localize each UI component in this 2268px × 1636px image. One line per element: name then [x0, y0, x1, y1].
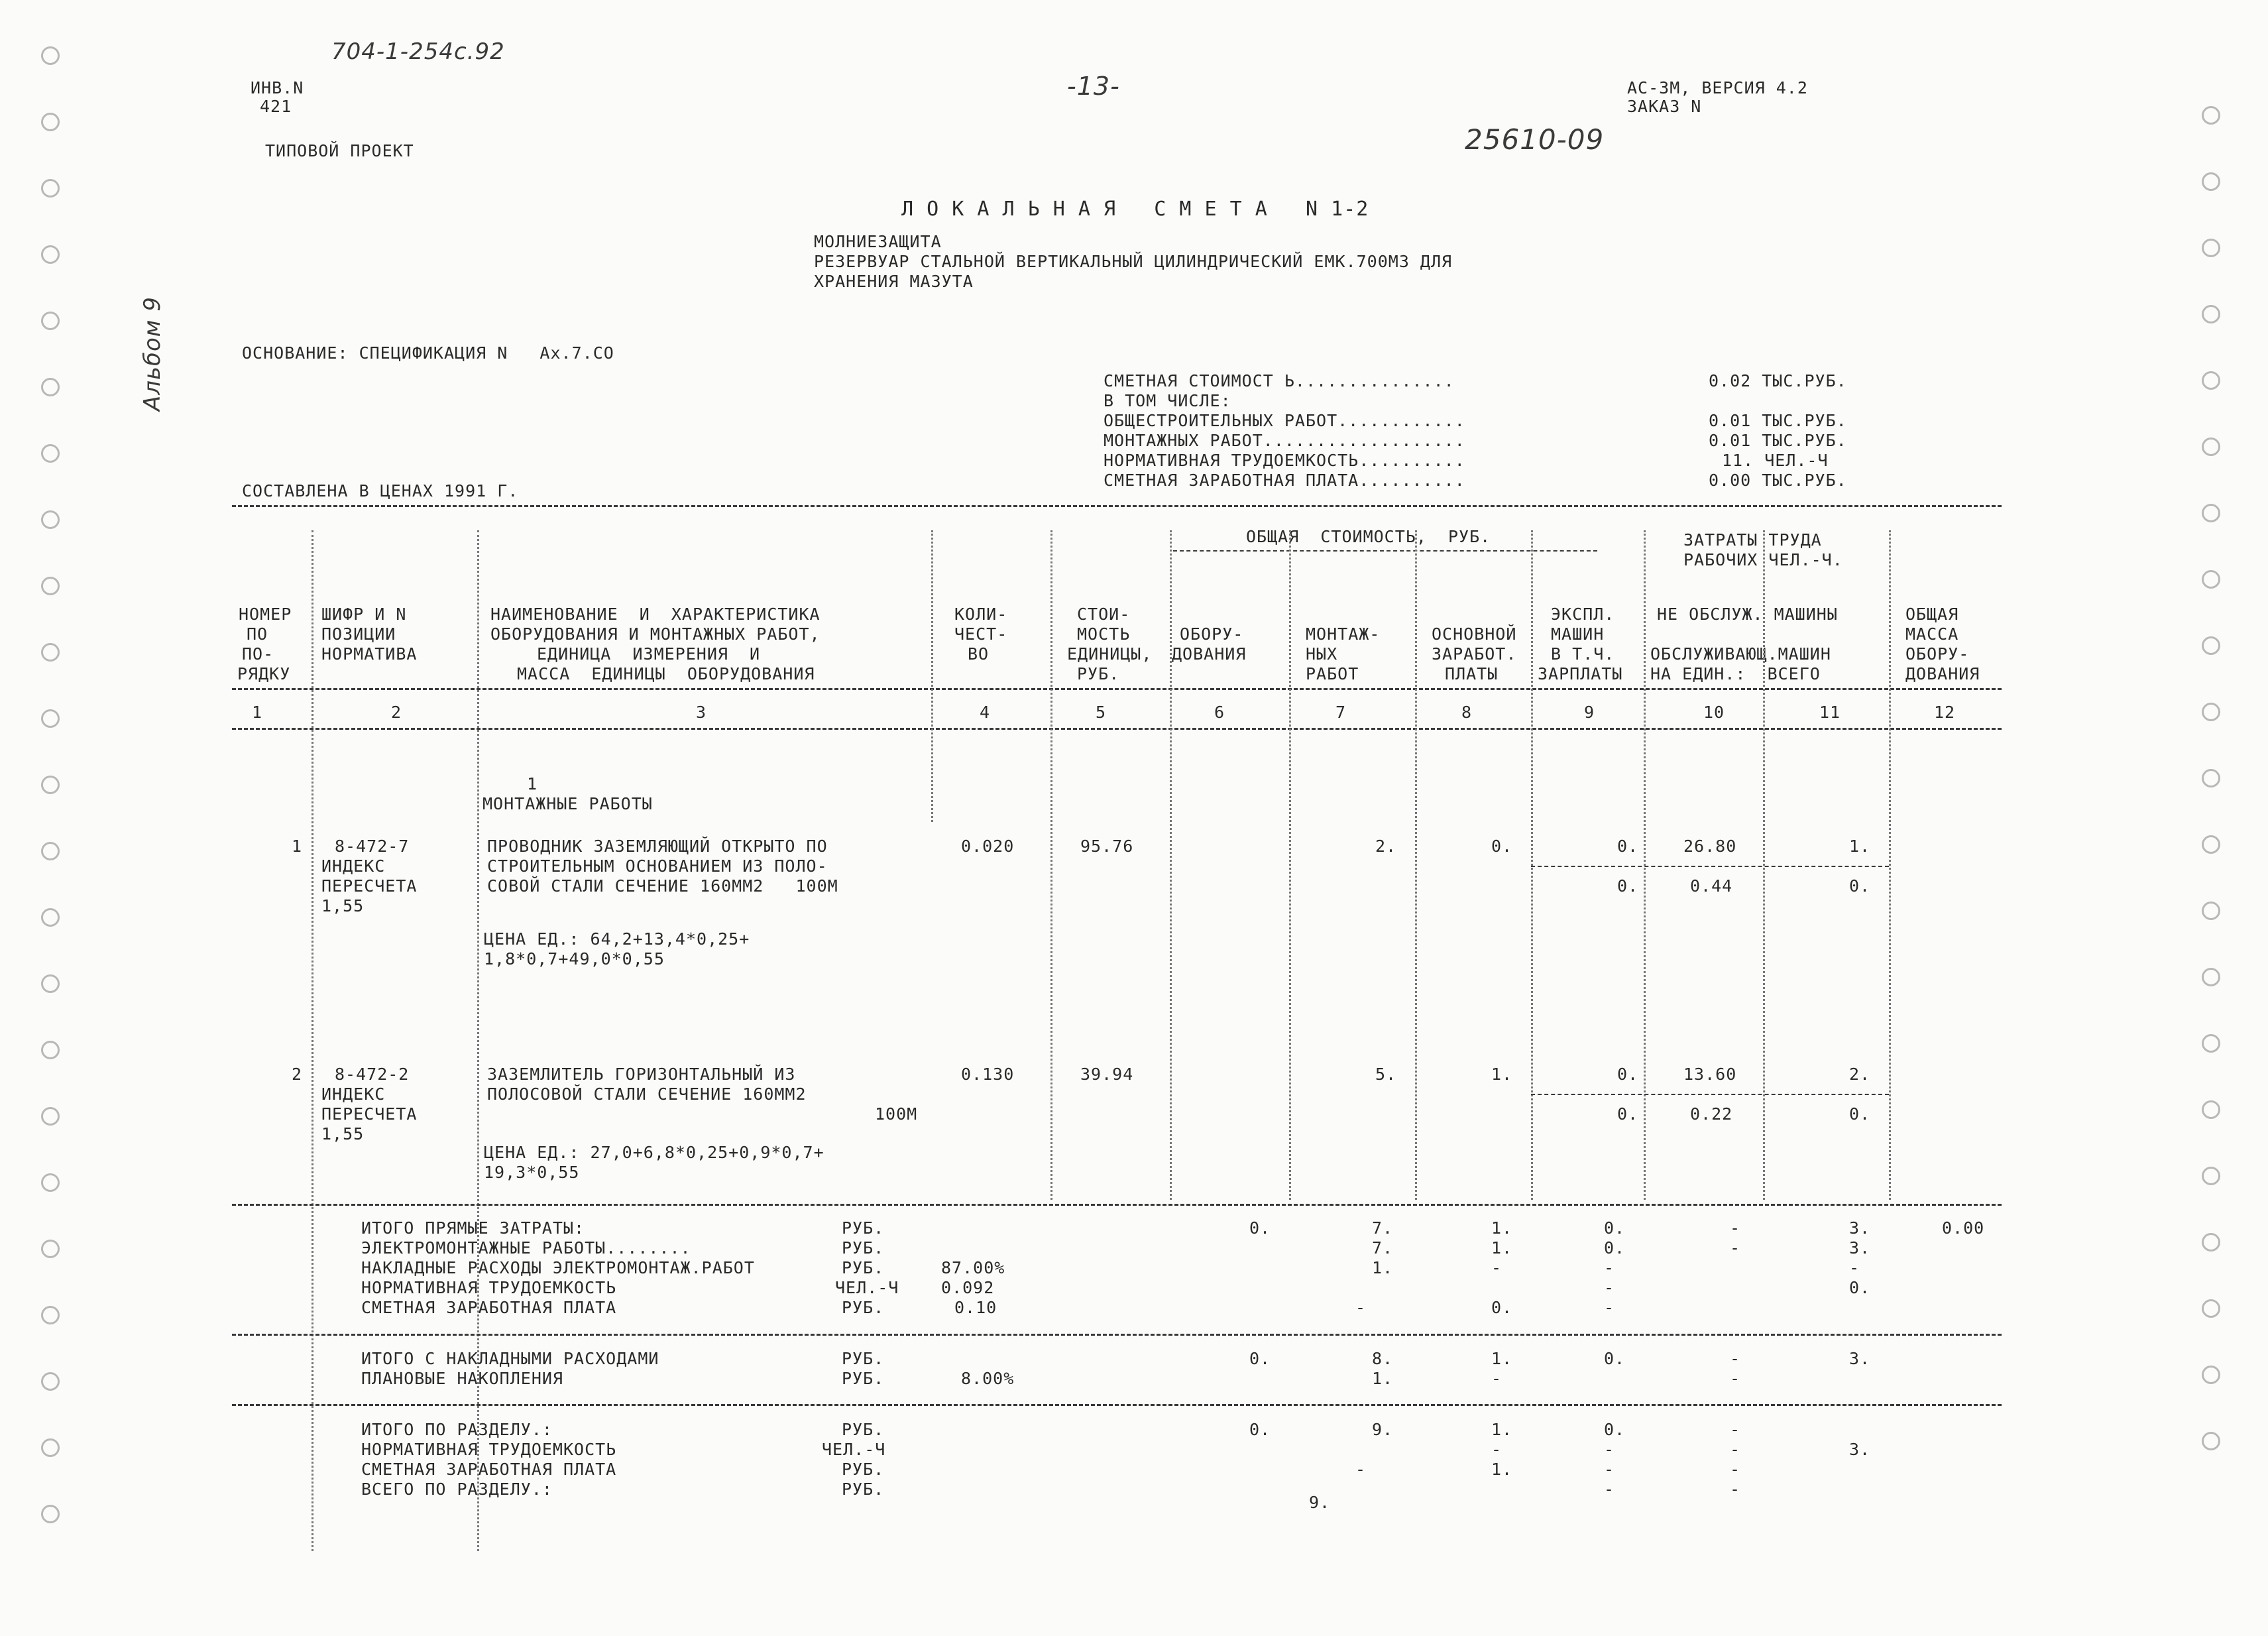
col-number: 2 — [391, 703, 402, 722]
summary-label: В ТОМ ЧИСЛЕ: — [1104, 391, 1231, 410]
totals-label: СМЕТНАЯ ЗАРАБОТНАЯ ПЛАТА — [361, 1460, 617, 1479]
col3-head: ЕДИНИЦА ИЗМЕРЕНИЯ И — [537, 644, 761, 664]
numbers-bottom-rule — [232, 728, 2002, 730]
totals-value: 1. — [1372, 1369, 1394, 1388]
col3-head: ОБОРУДОВАНИЯ И МОНТАЖНЫХ РАБОТ, — [490, 624, 821, 644]
col4-head: КОЛИ- — [954, 605, 1008, 624]
totals-bottom-rule — [232, 1404, 2002, 1406]
totals-value: 1. — [1372, 1258, 1394, 1277]
summary-value: 0.02 ТЫС.РУБ. — [1709, 371, 1847, 390]
row-code: ИНДЕКС — [321, 856, 386, 876]
version-label: АС-3М, ВЕРСИЯ 4.2 — [1627, 78, 1808, 97]
totals-unit: ЧЕЛ.-Ч — [835, 1278, 899, 1297]
row-labor-total: 2. — [1849, 1065, 1871, 1084]
totals-unit: РУБ. — [842, 1480, 885, 1499]
totals-value: - — [1730, 1238, 1741, 1257]
col-number: 7 — [1335, 703, 1347, 722]
totals-value: 3. — [1849, 1218, 1871, 1238]
col-number: 9 — [1584, 703, 1595, 722]
labor-head: ЗАТРАТЫ ТРУДА — [1683, 530, 1822, 550]
totals-value: 7. — [1372, 1238, 1394, 1257]
prices-year: СОСТАВЛЕНА В ЦЕНАХ 1991 Г. — [242, 481, 519, 500]
totals-rate: 8.00% — [961, 1369, 1015, 1388]
totals-unit: РУБ. — [842, 1349, 885, 1368]
totals-value: 7. — [1372, 1218, 1394, 1238]
col9-head: ЗАРПЛАТЫ — [1538, 664, 1623, 683]
totals-value: - — [1604, 1278, 1615, 1297]
totals-value: - — [1730, 1218, 1741, 1238]
col-number: 12 — [1934, 703, 1956, 722]
row-code: ИНДЕКС — [321, 1084, 386, 1104]
row-labor-unit-2: 0.44 — [1690, 876, 1733, 896]
totals-value: - — [1604, 1440, 1615, 1459]
totals-value: - — [1730, 1369, 1741, 1388]
row-quantity: 0.130 — [961, 1065, 1015, 1084]
totals-unit: РУБ. — [842, 1369, 885, 1388]
col2-head: ШИФР И N — [321, 605, 407, 624]
totals-unit: ЧЕЛ.-Ч — [822, 1440, 886, 1459]
inv-number: 421 — [260, 97, 292, 116]
totals-value: 1. — [1491, 1420, 1513, 1439]
header-bottom-rule — [232, 688, 2002, 690]
col5-head: СТОИ- — [1077, 605, 1131, 624]
row-labor-unit: 26.80 — [1683, 837, 1737, 856]
col-number: 6 — [1214, 703, 1225, 722]
album-stamp: Альбом 9 — [139, 296, 166, 411]
col5-head: РУБ. — [1077, 664, 1120, 683]
totals-value: - — [1730, 1420, 1741, 1439]
summary-value: 0.01 ТЫС.РУБ. — [1709, 411, 1847, 430]
document-title: Л О К А Л Ь Н А Я С М Е Т А N 1-2 — [901, 198, 1369, 221]
col1-head: РЯДКУ — [237, 664, 291, 683]
col1-head: НОМЕР — [239, 605, 292, 624]
totals-value: 1. — [1491, 1460, 1513, 1479]
summary-label: НОРМАТИВНАЯ ТРУДОЕМКОСТЬ.......... — [1104, 451, 1465, 470]
totals-label: ИТОГО ПРЯМЫЕ ЗАТРАТЫ: — [361, 1218, 585, 1238]
totals-unit: РУБ. — [842, 1420, 885, 1439]
totals-value: 0. — [1604, 1420, 1626, 1439]
col7-head: НЫХ — [1306, 644, 1338, 664]
total-cost-underline — [1173, 550, 1597, 552]
totals-value: 1. — [1491, 1218, 1513, 1238]
col1-head: ПО- — [242, 644, 274, 664]
summary-label: СМЕТНАЯ ЗАРАБОТНАЯ ПЛАТА.......... — [1104, 471, 1465, 490]
summary-label: ОБЩЕСТРОИТЕЛЬНЫХ РАБОТ............ — [1104, 411, 1465, 430]
totals-rate: 0.092 — [941, 1278, 995, 1297]
totals-value: 0.00 — [1942, 1218, 1985, 1238]
page-number: -13- — [1067, 72, 1120, 101]
row-code: ПЕРЕСЧЕТА — [321, 1104, 418, 1124]
totals-unit: РУБ. — [842, 1238, 885, 1257]
totals-label: СМЕТНАЯ ЗАРАБОТНАЯ ПЛАТА — [361, 1298, 617, 1317]
row-install-cost: 5. — [1375, 1065, 1397, 1084]
col5-head: ЕДИНИЦЫ, — [1067, 644, 1153, 664]
col8-head: ПЛАТЫ — [1445, 664, 1499, 683]
summary-label: СМЕТНАЯ СТОИМОСТ Ь............... — [1104, 371, 1455, 390]
col8-head: ЗАРАБОТ. — [1432, 644, 1517, 664]
col-number: 1 — [252, 703, 263, 722]
totals-value: - — [1355, 1298, 1367, 1317]
col3-head: МАССА ЕДИНИЦЫ ОБОРУДОВАНИЯ — [517, 664, 815, 683]
totals-value: 3. — [1849, 1349, 1871, 1368]
row-code: ПЕРЕСЧЕТА — [321, 876, 418, 896]
totals-rate: 0.10 — [954, 1298, 997, 1317]
totals-value: - — [1849, 1258, 1860, 1277]
totals-value: 3. — [1849, 1440, 1871, 1459]
order-number: 25610-09 — [1465, 123, 1605, 156]
totals-value: 0. — [1604, 1218, 1626, 1238]
col4-head: ЧЕСТ- — [954, 624, 1008, 644]
col-number: 8 — [1461, 703, 1473, 722]
section-title: МОНТАЖНЫЕ РАБОТЫ — [482, 794, 653, 813]
col-number: 5 — [1096, 703, 1107, 722]
col8-head: ОСНОВНОЙ — [1432, 624, 1517, 644]
totals-mid-rule — [232, 1334, 2002, 1336]
row-labor-total: 1. — [1849, 837, 1871, 856]
row-code: 8-472-2 — [335, 1065, 410, 1084]
order-label: ЗАКАЗ N — [1627, 97, 1702, 116]
row-machine-wage: 0. — [1617, 876, 1639, 896]
col2-head: ПОЗИЦИИ — [321, 624, 396, 644]
row-price-note: 19,3*0,55 — [484, 1163, 580, 1182]
row-code: 8-472-7 — [335, 837, 410, 856]
totals-unit: РУБ. — [842, 1298, 885, 1317]
totals-value: - — [1604, 1298, 1615, 1317]
col10-11-head: НЕ ОБСЛУЖ. МАШИНЫ — [1657, 605, 1838, 624]
totals-value: - — [1730, 1440, 1741, 1459]
row-number: 2 — [292, 1065, 303, 1084]
labor-head: РАБОЧИХ ЧЕЛ.-Ч. — [1683, 550, 1843, 569]
totals-value: 0. — [1249, 1349, 1271, 1368]
col9-head: МАШИН — [1551, 624, 1605, 644]
title-line-1: МОЛНИЕЗАЩИТА — [814, 232, 942, 251]
row-labor-unit: 13.60 — [1683, 1065, 1737, 1084]
totals-label: ПЛАНОВЫЕ НАКОПЛЕНИЯ — [361, 1369, 563, 1388]
row-quantity: 0.020 — [961, 837, 1015, 856]
col5-head: МОСТЬ — [1077, 624, 1131, 644]
totals-value: 8. — [1372, 1349, 1394, 1368]
totals-value: 0. — [1491, 1298, 1513, 1317]
row-price-note: ЦЕНА ЕД.: 64,2+13,4*0,25+ — [484, 929, 750, 949]
col12-head: МАССА — [1905, 624, 1959, 644]
col4-head: ВО — [968, 644, 990, 664]
row-unit-cost: 95.76 — [1080, 837, 1134, 856]
totals-unit: РУБ. — [842, 1258, 885, 1277]
total-cost-head: ОБЩАЯ СТОИМОСТЬ, РУБ. — [1246, 527, 1491, 546]
totals-value: - — [1491, 1440, 1503, 1459]
title-line-2: РЕЗЕРВУАР СТАЛЬНОЙ ВЕРТИКАЛЬНЫЙ ЦИЛИНДРИЧЕСКИЙ ЕМК.700М3 ДЛЯ — [814, 252, 1453, 271]
totals-value: 0. — [1249, 1218, 1271, 1238]
col7-head: МОНТАЖ- — [1306, 624, 1381, 644]
totals-value: 1. — [1491, 1238, 1513, 1257]
row-name: 100М — [875, 1104, 918, 1124]
row-machine: 0. — [1617, 837, 1639, 856]
col10-11-head: ОБСЛУЖИВАЮЩ.МАШИН — [1650, 644, 1831, 664]
totals-label: ВСЕГО ПО РАЗДЕЛУ.: — [361, 1480, 553, 1499]
section-number: 1 — [527, 774, 538, 793]
totals-label: ЭЛЕКТРОМОНТАЖНЫЕ РАБОТЫ........ — [361, 1238, 691, 1257]
inv-label: ИНВ.N — [251, 78, 304, 97]
totals-value: - — [1604, 1460, 1615, 1479]
row-labor-total-2: 0. — [1849, 876, 1871, 896]
col2-head: НОРМАТИВА — [321, 644, 418, 664]
totals-label: ИТОГО С НАКЛАДНЫМИ РАСХОДАМИ — [361, 1349, 659, 1368]
col9-head: ЭКСПЛ. — [1551, 605, 1615, 624]
row-name: ЗАЗЕМЛИТЕЛЬ ГОРИЗОНТАЛЬНЫЙ ИЗ — [487, 1065, 796, 1084]
totals-value: - — [1604, 1480, 1615, 1499]
totals-value: 9. — [1372, 1420, 1394, 1439]
col12-head: ОБЩАЯ — [1905, 605, 1959, 624]
totals-unit: РУБ. — [842, 1460, 885, 1479]
col-number: 4 — [980, 703, 991, 722]
totals-value: - — [1730, 1349, 1741, 1368]
col-number: 11 — [1819, 703, 1841, 722]
row-sub-rule — [1531, 1094, 1889, 1095]
row-name: ПРОВОДНИК ЗАЗЕМЛЯЮЩИЙ ОТКРЫТО ПО — [487, 837, 828, 856]
totals-value: - — [1491, 1369, 1503, 1388]
totals-label: НОРМАТИВНАЯ ТРУДОЕМКОСТЬ — [361, 1440, 617, 1459]
project-type: ТИПОВОЙ ПРОЕКТ — [265, 141, 414, 160]
totals-value: - — [1730, 1480, 1741, 1499]
col10-11-head: НА ЕДИН.: ВСЕГО — [1650, 664, 1821, 683]
row-number: 1 — [292, 837, 303, 856]
col12-head: ДОВАНИЯ — [1905, 664, 1980, 683]
row-machine: 0. — [1617, 1065, 1639, 1084]
col-number: 3 — [696, 703, 707, 722]
row-code: 1,55 — [321, 1124, 365, 1143]
row-machine-wage: 0. — [1617, 1104, 1639, 1124]
totals-value: 9. — [1309, 1493, 1331, 1512]
totals-top-rule — [232, 1204, 2002, 1206]
totals-value: - — [1730, 1460, 1741, 1479]
col6-head: ДОВАНИЯ — [1172, 644, 1247, 664]
row-name: ПОЛОСОВОЙ СТАЛИ СЕЧЕНИЕ 160ММ2 — [487, 1084, 807, 1104]
title-line-3: ХРАНЕНИЯ МАЗУТА — [814, 272, 974, 291]
col7-head: РАБОТ — [1306, 664, 1359, 683]
row-install-cost: 2. — [1375, 837, 1397, 856]
totals-value: 0. — [1604, 1349, 1626, 1368]
col9-head: В Т.Ч. — [1551, 644, 1615, 664]
row-sub-rule — [1531, 866, 1889, 867]
summary-value: 11. ЧЕЛ.-Ч — [1722, 451, 1829, 470]
row-wage: 0. — [1491, 837, 1513, 856]
row-code: 1,55 — [321, 896, 365, 915]
totals-value: 1. — [1491, 1349, 1513, 1368]
summary-label: МОНТАЖНЫХ РАБОТ................... — [1104, 431, 1465, 450]
totals-label: НАКЛАДНЫЕ РАСХОДЫ ЭЛЕКТРОМОНТАЖ.РАБОТ — [361, 1258, 755, 1277]
totals-value: 0. — [1249, 1420, 1271, 1439]
row-labor-unit-2: 0.22 — [1690, 1104, 1733, 1124]
row-price-note: 1,8*0,7+49,0*0,55 — [484, 949, 665, 968]
totals-label: НОРМАТИВНАЯ ТРУДОЕМКОСТЬ — [361, 1278, 617, 1297]
basis-line: ОСНОВАНИЕ: СПЕЦИФИКАЦИЯ N Ах.7.СО — [242, 343, 614, 363]
summary-value: 0.00 ТЫС.РУБ. — [1709, 471, 1847, 490]
totals-label: ИТОГО ПО РАЗДЕЛУ.: — [361, 1420, 553, 1439]
totals-value: 0. — [1604, 1238, 1626, 1257]
totals-value: - — [1355, 1460, 1367, 1479]
totals-value: 3. — [1849, 1238, 1871, 1257]
col6-head: ОБОРУ- — [1180, 624, 1244, 644]
totals-value: - — [1604, 1258, 1615, 1277]
totals-rate: 87.00% — [941, 1258, 1005, 1277]
row-price-note: ЦЕНА ЕД.: 27,0+6,8*0,25+0,9*0,7+ — [484, 1143, 824, 1162]
totals-value: 0. — [1849, 1278, 1871, 1297]
doc-code: 704-1-254с.92 — [331, 38, 505, 65]
table-top-rule — [232, 505, 2002, 507]
col3-head: НАИМЕНОВАНИЕ И ХАРАКТЕРИСТИКА — [490, 605, 821, 624]
col-number: 10 — [1703, 703, 1725, 722]
summary-value: 0.01 ТЫС.РУБ. — [1709, 431, 1847, 450]
row-unit-cost: 39.94 — [1080, 1065, 1134, 1084]
col1-head: ПО — [247, 624, 268, 644]
totals-value: - — [1491, 1258, 1503, 1277]
row-name: СТРОИТЕЛЬНЫМ ОСНОВАНИЕМ ИЗ ПОЛО- — [487, 856, 828, 876]
col12-head: ОБОРУ- — [1905, 644, 1970, 664]
row-wage: 1. — [1491, 1065, 1513, 1084]
row-name: СОВОЙ СТАЛИ СЕЧЕНИЕ 160ММ2 100М — [487, 876, 838, 896]
totals-unit: РУБ. — [842, 1218, 885, 1238]
row-labor-total-2: 0. — [1849, 1104, 1871, 1124]
